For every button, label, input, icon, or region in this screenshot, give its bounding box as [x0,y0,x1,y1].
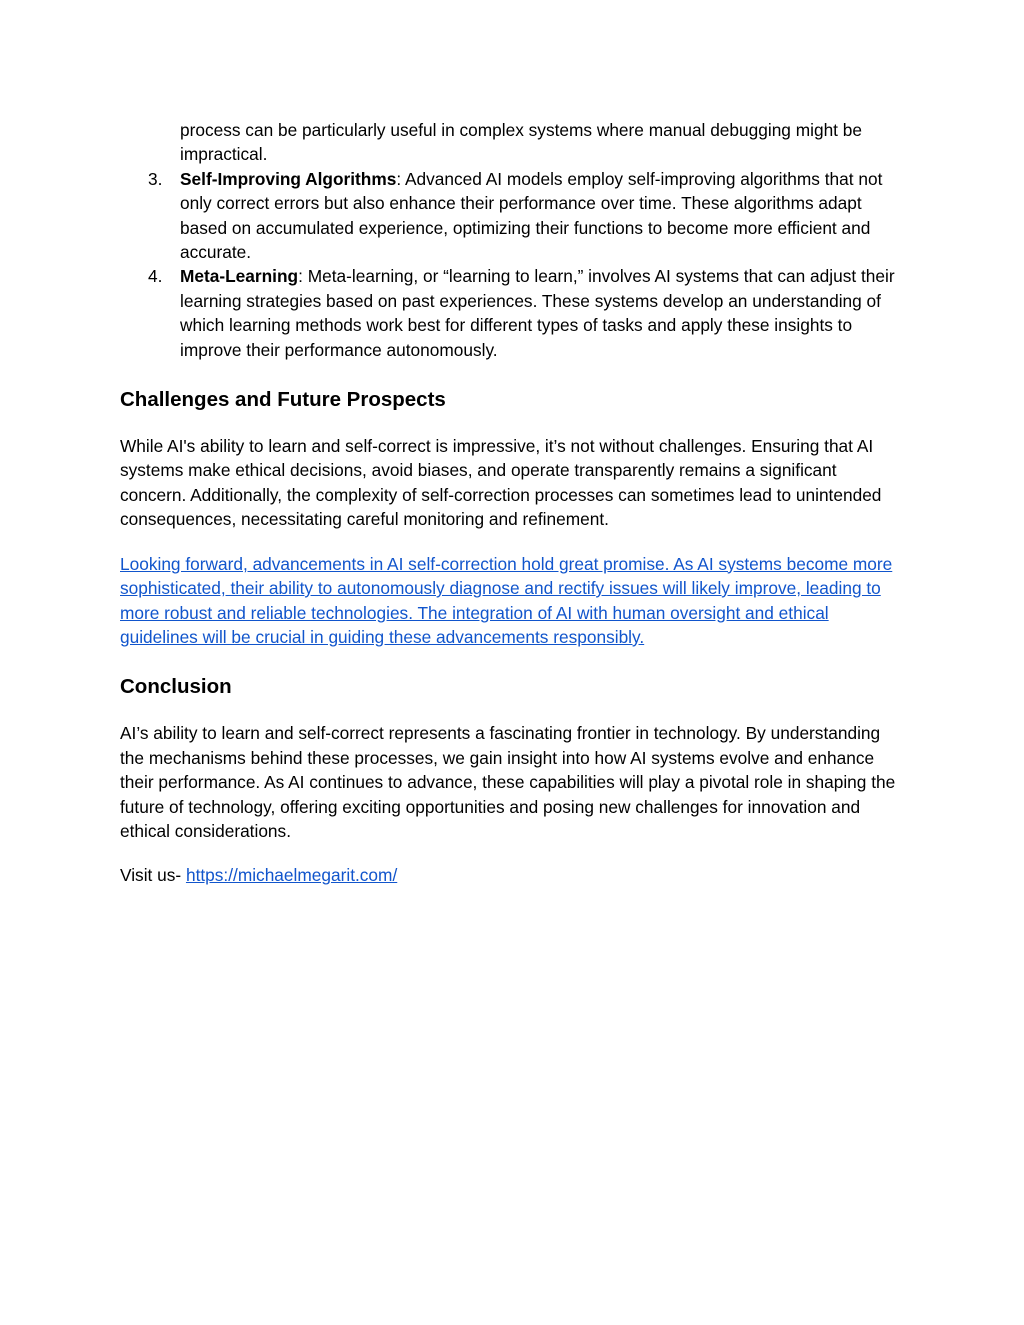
list-item-text: : Meta-learning, or “learning to learn,” involves AI systems that can adjust their learning strategies based on past experiences. These systems develop an understanding of which learning methods work best for different types of tasks and apply these insights to improve their performance autonomously. [180,266,895,360]
challenges-paragraph: While AI's ability to learn and self-correct is impressive, it’s not without challenges. Ensuring that AI systems make ethical decisions, avoid biases, and operate transparently remains a significant concern. Additionally, the complexity of self-correction processes can sometimes lead to unintended consequences, necessitating careful monitoring and refinement. [120,436,882,530]
website-link[interactable]: https://michaelmegarit.com/ [185,865,398,886]
conclusion-heading: Conclusion [120,675,232,699]
list-item [120,167,904,265]
conclusion-paragraph: AI’s ability to learn and self-correct represents a fascinating frontier in technology. By understanding the mechanisms behind these processes, we gain insight into how AI systems evolve and enhance their performance. As AI continues to advance, these capabilities will play a pivotal role in shaping the future of technology, offering exciting opportunities and posing new challenges for innovation and ethical considerations. [120,723,896,841]
list-number: 3. [148,168,163,189]
visit-label: Visit us- [120,865,186,886]
list-item [120,264,904,362]
list-item-term: Meta-Learning [180,266,299,287]
visit-line [120,863,904,887]
list-number: 4. [148,266,163,287]
document-page [120,118,904,888]
list-item-term: Self-Improving Algorithms [180,168,397,189]
intro-continuation-text: process can be particularly useful in complex systems where manual debugging might be impractical. [180,120,863,165]
list-item-text: : Advanced AI models employ self-improving algorithms that not only correct errors but also enhance their performance over time. These algorithms adapt based on accumulated experience, optimizing their functions to become more efficient and accurate. [180,168,883,263]
future-prospects-paragraph [120,552,904,650]
challenges-heading: Challenges and Future Prospects [120,388,446,412]
future-prospects-link[interactable]: Looking forward, advancements in AI self-correction hold great promise. As AI systems become more sophisticated, their ability to autonomously diagnose and rectify issues will likely improve, leading to more robust and reliable technologies. The integration of AI with human oversight and ethical guidelines will be crucial in guiding these advancements responsibly. [120,553,893,647]
numbered-list [120,167,904,362]
